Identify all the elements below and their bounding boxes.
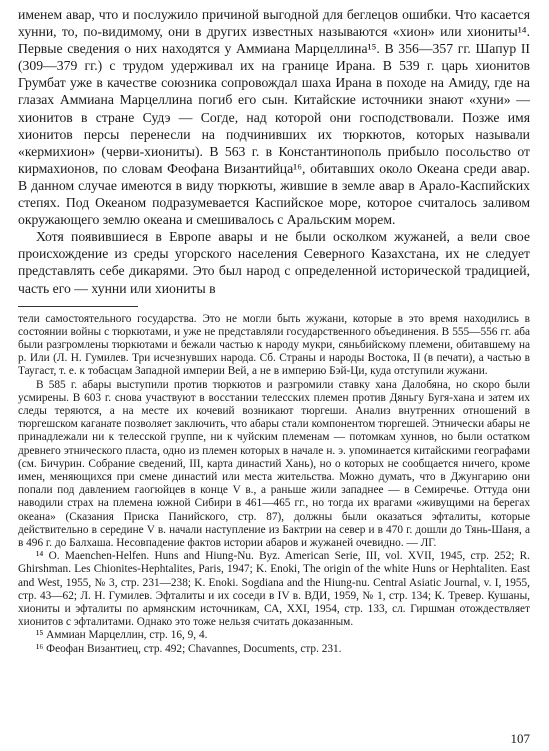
page-number: 107 bbox=[510, 731, 530, 746]
footnotes bbox=[18, 313, 530, 656]
footnote-16: ¹⁶ Феофан Византиец, стр. 492; Chavannes, Documents, стр. 231. bbox=[36, 642, 342, 655]
main-paragraph: Хотя появившиеся в Европе авары и не были осколком жужаней, а вели свое происхождение из среды угорского населения Северного Казахстана, их не следует представлять себе дикарями. Это был народ с определенной исторической традицией, часть его — хунни или хиониты в bbox=[18, 229, 530, 296]
footnote-continuation: тели самостоятельного государства. Это не могли быть жужани, которые в это время находились в состоянии войны с тюркютами, и уже не представляли государственного объединения. В 555—556 гг. аба были разгромлены тюркютами и бежали частью к народу мукри, сяньбийскому племени, обитавшему на р. Или (Л. Н. Гумилев. Три исчезнувших народа. Сб. Страны и народы Востока, II (в печати), а частью в Таугаст, т. е. к тобасцам Западной империи Вей, а не в империю Бэй-Ци, куда отступили жужани. bbox=[18, 312, 530, 378]
footnote-paragraph: В 585 г. абары выступили против тюркютов и разгромили ставку хана Далобяна, но скоро были усмирены. В 603 г. снова участвуют в восстании телесских племен против Дяньгу Бугя-хана и затем их следы теряются, а на месте их кочевий возникают тюргеши. Анализ внутренних отношений в тюргешском каганате позволяет заключить, что абары стали компонентом тюргешей. Этнически абары не принадлежали ни к телесской группе, ни к чуйским племенам — потомкам хуннов, но были остатком древнего этнического пласта, одно из племен которых в начале н. э. упоминается китайскими географами (см. Бичурин. Собрание сведений, III, карта династий Хань), но о которых не сообщается ничего, кроме имен, меняющихся при смене династий или места жительства. Можно думать, что в Джунгарию они попали под давлением гаогюйцев в конце V в., а раньше жили западнее — в Семиречье. Оттуда они наводили страх на племена южной Сибири в 461—465 гг., но тогда их врагами «живущими на берегах океана» (Сказания Приска Панийского, стр. 87), должны были оказаться эфталиты, которые действительно в середине V в. начали наступление из Бактрии на север и в 470 г. дошли до Тянь-Шаня, а в 496 г. до Балхаша. Несовпадение фактов истории абаров и жужаней очевидно. — ЛГ. bbox=[18, 378, 530, 550]
footnote-divider bbox=[18, 306, 138, 307]
main-paragraph: именем авар, что и послужило причиной выгодной для беглецов ошибки. Что касается хунни, то, по-видимому, они в других известных называются «хион» или хиониты¹⁴. Первые сведения о них находятся у Аммиана Марцеллина¹⁵. В 356—357 гг. Шапур II (309—379 гг.) с трудом удерживал их на границе Ирана. В 539 г. царь хионитов Грумбат уже в качестве союзника сопровождал шаха Ирана в походе на Амиду, где на глазах Аммиана Марцеллина погиб его сын. Китайские источники знают «хуни» — хионитов в стране Судэ — Согде, над которой они господствовали. Позже имя хионитов персы перенесли на подчинивших их тюркютов, которых называли «кермихион» (черви-хиониты). В 563 г. в Константинополь прибыло посольство от кирмахионов, по словам Феофана Византийца¹⁶, обитавших около Океана среди авар. В данном случае имеются в виду тюркюты, жившие в земле авар в Арало-Каспийских степях. Под Океаном подразумевается Каспийское море, которое считалось заливом окружающего землю океана и смешивалось с Аральским морем. bbox=[18, 7, 530, 228]
book-page bbox=[18, 6, 530, 656]
main-text bbox=[18, 6, 530, 297]
footnote-15: ¹⁵ Аммиан Марцеллин, стр. 16, 9, 4. bbox=[36, 629, 208, 642]
footnote-14: ¹⁴ O. Maenchen-Helfen. Huns and Hiung-Nu. Byz. American Serie, III, vol. XVII, 1945, стр. 252; R. Ghirshman. Les Chionites-Hephtalites, Paris, 1947; K. Enoki, The origin of the white Huns or Hephtaliten. East and West, 1955, № 3, стр. 231—238; K. Enoki. Sogdiana and the Hiung-nu. Central Asiatic Journal, v. I, 1955, стр. 43—62; Л. Н. Гумилев. Эфталиты и их соседи в IV в. ВДИ, 1959, № 1, стр. 134; К. Тревер. Кушаны, хиониты и эфталиты по армянским источникам, СА, XXI, 1954, стр. 133, сл. Гиршман отождествляет хионитов с эфталитами. Однако это тоже нельзя считать доказанным. bbox=[18, 550, 530, 629]
